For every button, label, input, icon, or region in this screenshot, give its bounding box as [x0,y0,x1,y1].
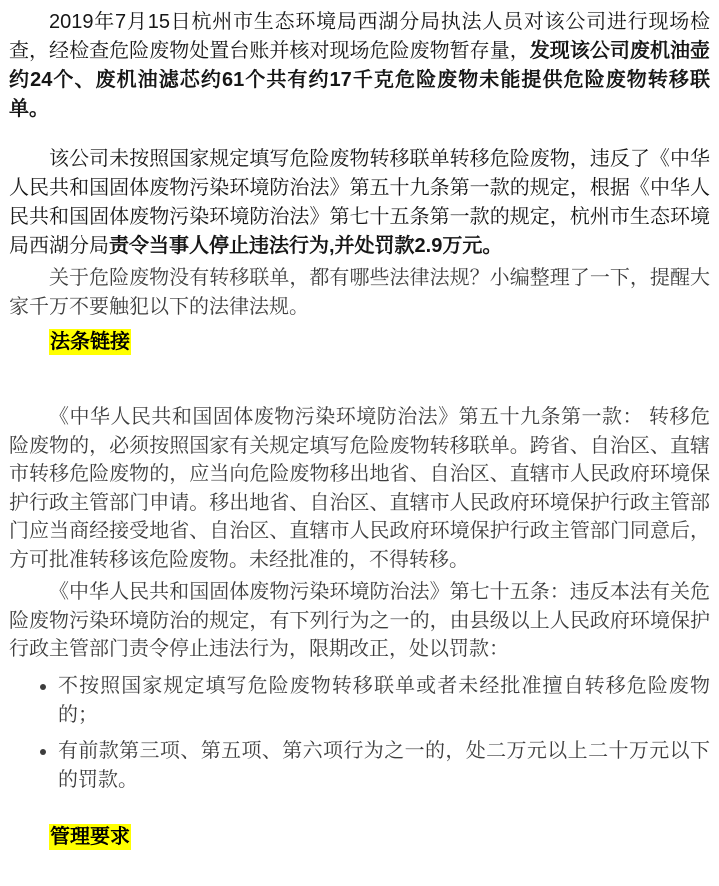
case-paragraph-penalty [9,145,710,261]
case-paragraph-inspection-text: 2019年7月15日杭州市生态环境局西湖分局执法人员对该公司进行现场检查，经检查危险废物处置台账并核对现场危险废物暂存量， [9,11,710,62]
legal-article-75-text: 《中华人民共和国固体废物污染环境防治法》第七十五条：违反本法有关危险废物污染环境防治的规定，有下列行为之一的，由县级以上人民政府环境保护行政主管部门责令停止违法行为，限期改正，处以罚款： [9,581,710,660]
legal-paragraph-article-75 [9,578,710,664]
violation-list [9,672,710,795]
case-paragraph-inspection-finding: 发现该公司废机油壶约24个、废机油滤芯约61个共有约17千克危险废物未能提供危险废物转移联单。 [9,40,711,120]
case-paragraph-penalty-decision: 责令当事人停止违法行为,并处罚款2.9万元。 [109,235,503,257]
management-heading-highlight: 管理要求 [50,825,130,848]
list-item-violation-2: • 有前款第三项、第五项、第六项行为之一的，处二万元以上二十万元以下的罚款。 [58,737,710,795]
section-heading-management [9,823,710,852]
legal-paragraph-article-59 [9,403,710,574]
editor-note-paragraph [9,264,710,322]
law-links-heading-highlight: 法条链接 [50,331,130,353]
case-paragraph-penalty-text: 该公司未按照国家规定填写危险废物转移联单转移危险废物，违反了《中华人民共和国固体废物污染环境防治法》第五十九条第一款的规定，根据《中华人民共和国固体废物污染环境防治法》第七十五条第一款的规定，杭州市生态环境局西湖分局 [9,148,710,257]
list-item-violation-1: • 不按照国家规定填写危险废物转移联单或者未经批准擅自转移危险废物的； [58,672,710,730]
section-heading-law-links [9,328,710,357]
editor-note-text: 关于危险废物没有转移联单，都有哪些法律法规？小编整理了一下，提醒大家千万不要触犯以下的法律法规。 [9,267,710,318]
legal-article-59-text: 《中华人民共和国固体废物污染环境防治法》第五十九条第一款： 转移危险废物的，必须按照国家有关规定填写危险废物转移联单。跨省、自治区、直辖市转移危险废物的，应当向危险废物移出地省、自治区、直辖市人民政府环境保护行政主管部门申请。移出地省、自治区、直辖市人民政府环境保护行政主管部门应当商经接受地省、自治区、直辖市人民政府环境保护行政主管部门同意后，方可批准转移该危险废物。未经批准的，不得转移。 [9,406,710,571]
case-paragraph-inspection [9,8,710,124]
